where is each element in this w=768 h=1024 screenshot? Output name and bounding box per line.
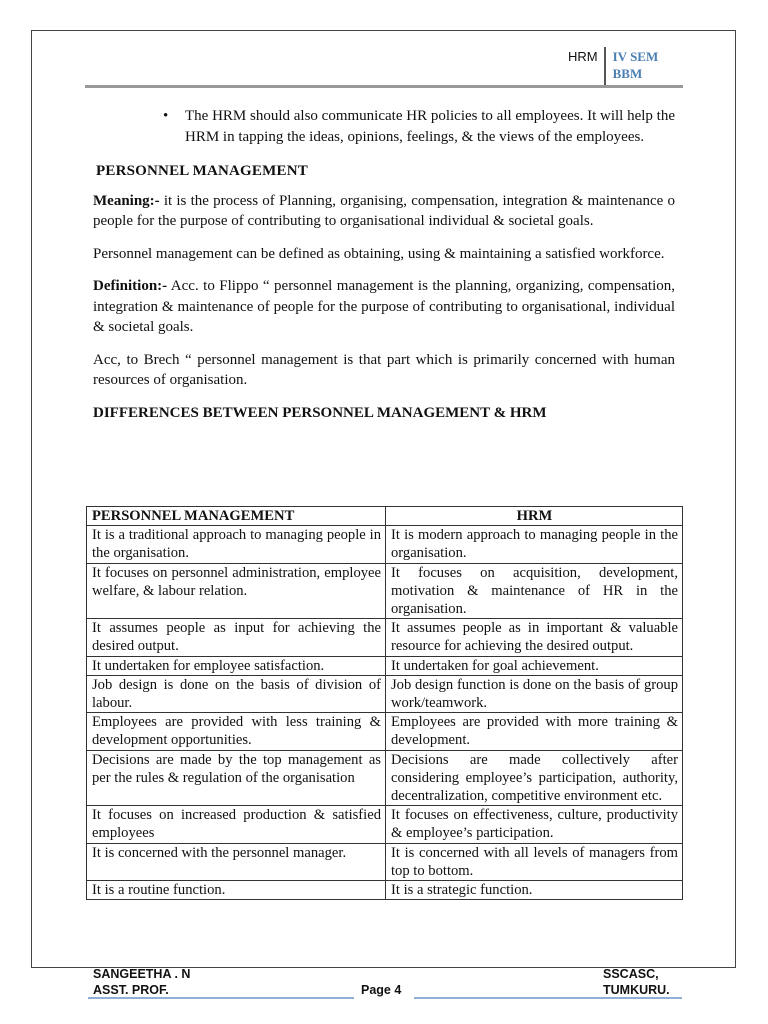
meaning-text: it is the process of Planning, organising, compensation, integration & maintenance o people for the purpose of contributing to organisational individual & societal goals. — [93, 192, 675, 229]
page-number: Page 4 — [361, 983, 402, 997]
meaning-paragraph — [93, 191, 675, 232]
bullet-item — [163, 106, 675, 147]
footer-institution — [603, 966, 670, 998]
footer-city: TUMKURU. — [603, 983, 670, 997]
pm-cell: It is a routine function. — [87, 881, 386, 900]
hrm-cell: It focuses on effectiveness, culture, productivity & employee’s participation. — [386, 806, 683, 843]
pm-cell: It undertaken for employee satisfaction. — [87, 656, 386, 675]
hrm-cell: It is modern approach to managing people in the organisation. — [386, 526, 683, 563]
hrm-cell: Employees are provided with more training & development. — [386, 713, 683, 750]
hrm-cell: Job design function is done on the basis of group work/teamwork. — [386, 675, 683, 712]
table-row — [87, 713, 683, 750]
table-row — [87, 750, 683, 806]
definition-short-paragraph: Personnel management can be defined as obtaining, using & maintaining a satisfied workforce. — [93, 245, 665, 262]
pm-cell: It focuses on personnel administration, employee welfare, & labour relation. — [87, 563, 386, 619]
header-rule — [85, 85, 683, 88]
hrm-cell: It focuses on acquisition, development, motivation & maintenance of HR in the organisation. — [386, 563, 683, 619]
table-row — [87, 656, 683, 675]
table-row — [87, 526, 683, 563]
page-body — [93, 106, 675, 435]
differences-table — [86, 506, 683, 900]
header-course-line: BBM — [612, 66, 643, 81]
footer-rule-right — [414, 997, 682, 999]
pm-cell: It assumes people as input for achieving the desired output. — [87, 619, 386, 656]
differences-heading: DIFFERENCES BETWEEN PERSONNEL MANAGEMENT & HRM — [93, 404, 547, 421]
hrm-cell: It is concerned with all levels of managers from top to bottom. — [386, 843, 683, 880]
header-subject: HRM — [568, 47, 606, 85]
footer-author-name: SANGEETHA . N — [93, 967, 191, 981]
footer-author — [93, 966, 190, 998]
pm-cell: Employees are provided with less training & development opportunities. — [87, 713, 386, 750]
definition-label: Definition:- — [93, 278, 168, 294]
table-row — [87, 563, 683, 619]
hrm-cell: Decisions are made collectively after considering employee’s participation, authority, decentralization, competitive environment etc. — [386, 750, 683, 806]
pm-cell: It is a traditional approach to managing people in the organisation. — [87, 526, 386, 563]
footer-author-title: ASST. PROF. — [93, 983, 169, 997]
hrm-cell: It undertaken for goal achievement. — [386, 656, 683, 675]
table-row — [87, 675, 683, 712]
header-semester — [606, 47, 659, 82]
table-row — [87, 619, 683, 656]
hrm-cell: It is a strategic function. — [386, 881, 683, 900]
meaning-label: Meaning:- — [93, 192, 160, 209]
column-header-hrm: HRM — [386, 507, 683, 526]
page-header — [568, 47, 658, 85]
footer-rule-left — [88, 997, 354, 999]
bullet-text: The HRM should also communicate HR policies to all employees. It will help the HRM in tapping the ideas, opinions, feelings, & the views of the employees. — [185, 108, 675, 145]
pm-cell: It is concerned with the personnel manager. — [87, 843, 386, 880]
hrm-cell: It assumes people as in important & valuable resource for achieving the desired output. — [386, 619, 683, 656]
table-row — [87, 843, 683, 880]
column-header-pm: PERSONNEL MANAGEMENT — [87, 507, 386, 526]
table-header-row — [87, 507, 683, 526]
table-row — [87, 881, 683, 900]
footer-college: SSCASC, — [603, 967, 659, 981]
header-sem-line: IV SEM — [612, 49, 659, 64]
section-title: PERSONNEL MANAGEMENT — [96, 163, 308, 179]
definition-paragraph — [93, 276, 675, 338]
pm-cell: Decisions are made by the top management as per the rules & regulation of the organisation — [87, 750, 386, 806]
table-row — [87, 806, 683, 843]
pm-cell: It focuses on increased production & satisfied employees — [87, 806, 386, 843]
brech-paragraph: Acc, to Brech “ personnel management is that part which is primarily concerned with human resources of organisation. — [93, 351, 675, 388]
pm-cell: Job design is done on the basis of division of labour. — [87, 675, 386, 712]
bullet-icon: • — [163, 108, 169, 124]
definition-text: Acc. to Flippo “ personnel management is the planning, organizing, compensation, integration & maintenance of people for the purpose of contributing to organisational, individual & societal goals. — [93, 278, 675, 335]
